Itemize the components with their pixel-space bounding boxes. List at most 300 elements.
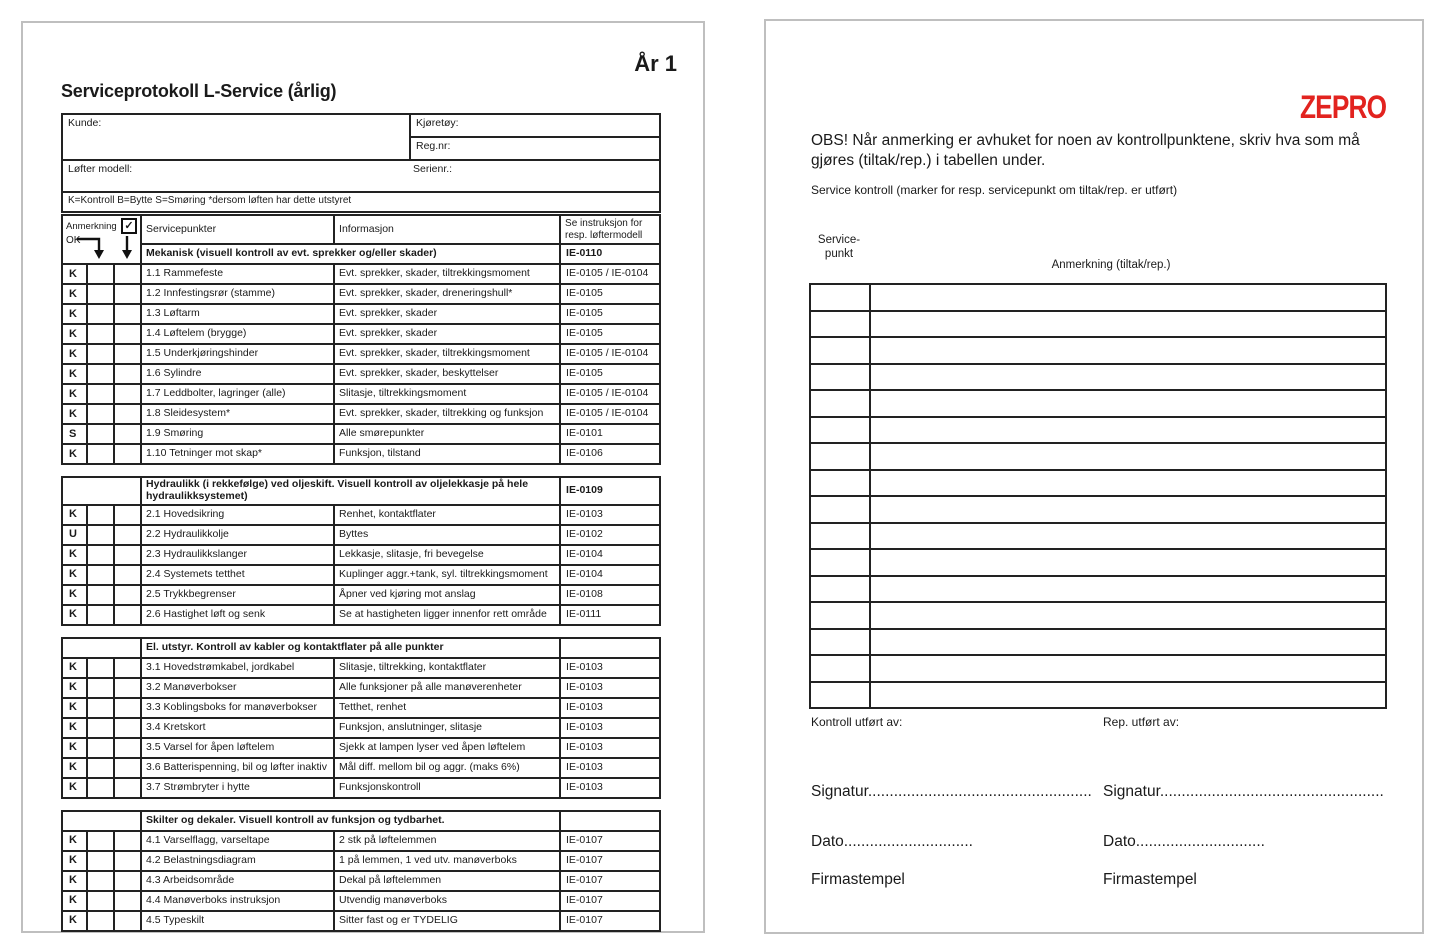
instruksjon-cell: IE-0103 <box>560 658 660 678</box>
informasjon-cell: Utvendig manøverboks <box>334 891 560 911</box>
checked-checkbox-icon: ✓ <box>121 218 137 234</box>
serienr-label: Serienr.: <box>413 163 453 175</box>
servicepunkt-cell: 3.2 Manøverbokser <box>141 678 334 698</box>
servicepunkt-entry-cell <box>810 549 870 576</box>
service-row <box>62 384 660 404</box>
service-row <box>62 264 660 284</box>
firmastempel-left: Firmastempel <box>811 871 905 888</box>
anmerkning-check-cell <box>114 565 141 585</box>
section-empty-cell <box>62 477 141 505</box>
anmerkning-row <box>810 629 1386 656</box>
section-title-row <box>62 477 660 505</box>
servicepunkt-cell: 3.4 Kretskort <box>141 718 334 738</box>
section-title-row <box>62 244 660 264</box>
servicepunkt-cell: 1.5 Underkjøringshinder <box>141 344 334 364</box>
informasjon-cell: Åpner ved kjøring mot anslag <box>334 585 560 605</box>
informasjon-cell: Mål diff. mellom bil og aggr. (maks 6%) <box>334 758 560 778</box>
informasjon-cell: Evt. sprekker, skader <box>334 324 560 344</box>
anmerkning-row <box>810 470 1386 497</box>
servicepunkt-cell: 3.3 Koblingsboks for manøverbokser <box>141 698 334 718</box>
service-row <box>62 605 660 625</box>
ok-check-cell <box>87 424 114 444</box>
ok-check-cell <box>87 851 114 871</box>
anmerkning-entry-cell <box>870 364 1386 391</box>
anmerkning-check-cell <box>114 404 141 424</box>
section-title-row <box>62 811 660 831</box>
section-code: IE-0109 <box>560 477 660 505</box>
servicepunkt-cell: 1.7 Leddbolter, lagringer (alle) <box>141 384 334 404</box>
section-title: El. utstyr. Kontroll av kabler og kontaktflater på alle punkter <box>141 638 560 658</box>
informasjon-cell: Tetthet, renhet <box>334 698 560 718</box>
year-label: År 1 <box>634 51 677 76</box>
section-empty-cell <box>62 811 141 831</box>
servicepunkt-entry-cell <box>810 576 870 603</box>
anmerkning-row <box>810 549 1386 576</box>
ok-check-cell <box>87 384 114 404</box>
ok-check-cell <box>87 545 114 565</box>
mark-cell: K <box>62 738 87 758</box>
anmerkning-check-cell <box>114 364 141 384</box>
servicepunkt-entry-cell <box>810 629 870 656</box>
instruksjon-cell: IE-0108 <box>560 585 660 605</box>
anmerkning-check-cell <box>114 831 141 851</box>
ok-check-cell <box>87 284 114 304</box>
servicepunkt-entry-cell <box>810 602 870 629</box>
instruksjon-cell: IE-0103 <box>560 678 660 698</box>
servicepunkt-cell: 1.2 Innfestingsrør (stamme) <box>141 284 334 304</box>
anmerkning-entry-cell <box>870 496 1386 523</box>
anmerkning-row <box>810 390 1386 417</box>
instruksjon-cell: IE-0105 <box>560 284 660 304</box>
anmerkning-entry-cell <box>870 443 1386 470</box>
anmerkning-check-cell <box>114 585 141 605</box>
mark-cell: K <box>62 384 87 404</box>
servicepunkt-cell: 4.5 Typeskilt <box>141 911 334 931</box>
anmerkning-row <box>810 682 1386 709</box>
anmerkning-row <box>810 602 1386 629</box>
anmerkning-check-cell <box>114 758 141 778</box>
anmerkning-entry-cell <box>870 629 1386 656</box>
service-row <box>62 871 660 891</box>
anmerkning-column-header: Anmerkning (tiltak/rep.) <box>1051 259 1171 271</box>
informasjon-cell: Dekal på løftelemmen <box>334 871 560 891</box>
anmerkning-check-cell <box>114 384 141 404</box>
service-section-table <box>61 214 661 465</box>
servicepunkt-cell: 1.10 Tetninger mot skap* <box>141 444 334 464</box>
ok-check-cell <box>87 658 114 678</box>
anmerkning-check-cell <box>114 284 141 304</box>
anmerkning-row <box>810 417 1386 444</box>
instruksjon-cell: IE-0103 <box>560 758 660 778</box>
servicepunkt-entry-cell <box>810 470 870 497</box>
ok-check-cell <box>87 304 114 324</box>
servicepunkt-cell: 2.1 Hovedsikring <box>141 505 334 525</box>
anmerkning-check-cell <box>114 678 141 698</box>
anmerkning-check-cell <box>114 658 141 678</box>
ok-check-cell <box>87 264 114 284</box>
anmerkning-ok-header-cell <box>62 215 141 264</box>
instruksjon-cell: IE-0111 <box>560 605 660 625</box>
anmerkning-row <box>810 576 1386 603</box>
ok-check-cell <box>87 718 114 738</box>
obs-instruction-text: OBS! Når anmerking er avhuket for noen av kontrollpunktene, skriv hva som må gjøres (tiltak/rep.) i tabellen under. <box>811 132 1360 169</box>
service-row <box>62 404 660 424</box>
kunde-field: Kunde: <box>62 114 410 160</box>
section-code: IE-0110 <box>560 244 660 264</box>
anmerkning-entry-cell <box>870 390 1386 417</box>
dato-line-left: Dato.............................. <box>811 833 973 850</box>
informasjon-cell: Funksjonskontroll <box>334 778 560 798</box>
anmerkning-check-cell <box>114 851 141 871</box>
ok-check-cell <box>87 525 114 545</box>
mark-cell: K <box>62 505 87 525</box>
servicepunkt-cell: 1.9 Smøring <box>141 424 334 444</box>
mark-cell: K <box>62 304 87 324</box>
service-row <box>62 698 660 718</box>
anmerkning-check-cell <box>114 525 141 545</box>
service-row <box>62 424 660 444</box>
informasjon-cell: Evt. sprekker, skader <box>334 304 560 324</box>
anmerkning-label: Anmerkning <box>66 221 117 232</box>
servicepunkt-cell: 3.1 Hovedstrømkabel, jordkabel <box>141 658 334 678</box>
ok-check-cell <box>87 364 114 384</box>
kjoretoy-field: Kjøretøy: <box>410 114 660 137</box>
anmerkning-row <box>810 523 1386 550</box>
instruksjon-cell: IE-0104 <box>560 545 660 565</box>
informasjon-cell: 1 på lemmen, 1 ved utv. manøverboks <box>334 851 560 871</box>
ok-check-cell <box>87 778 114 798</box>
anmerkning-check-cell <box>114 891 141 911</box>
servicepunkt-cell: 1.4 Løftelem (brygge) <box>141 324 334 344</box>
instruksjon-cell: IE-0105 / IE-0104 <box>560 384 660 404</box>
anmerkning-entry-cell <box>870 311 1386 338</box>
anmerkning-entry-cell <box>870 523 1386 550</box>
section-title-row <box>62 638 660 658</box>
regnr-field: Reg.nr: <box>410 137 660 160</box>
legend-row: K=Kontroll B=Bytte S=Smøring *dersom løften har dette utstyret <box>62 192 660 212</box>
anmerkning-row <box>810 655 1386 682</box>
ok-check-cell <box>87 678 114 698</box>
service-row <box>62 738 660 758</box>
mark-cell: K <box>62 891 87 911</box>
service-kontroll-note: Service kontroll (marker for resp. servicepunkt om tiltak/rep. er utført) <box>811 183 1178 197</box>
service-row <box>62 911 660 931</box>
ok-check-cell <box>87 911 114 931</box>
servicepunkt-cell: 2.4 Systemets tetthet <box>141 565 334 585</box>
page-remarks <box>764 19 1424 934</box>
ok-check-cell <box>87 831 114 851</box>
service-section-table <box>61 476 661 626</box>
servicepunkt-cell: 4.4 Manøverboks instruksjon <box>141 891 334 911</box>
informasjon-cell: Funksjon, tilstand <box>334 444 560 464</box>
anmerkning-check-cell <box>114 424 141 444</box>
table-header-row <box>62 215 660 244</box>
mark-cell: K <box>62 758 87 778</box>
servicepunkt-entry-cell <box>810 523 870 550</box>
instruksjon-cell: IE-0103 <box>560 718 660 738</box>
mark-cell: K <box>62 324 87 344</box>
servicepunkt-entry-cell <box>810 311 870 338</box>
instruksjon-cell: IE-0103 <box>560 698 660 718</box>
instruksjon-cell: IE-0106 <box>560 444 660 464</box>
anmerkning-check-cell <box>114 778 141 798</box>
servicepunkt-entry-cell <box>810 682 870 709</box>
servicepunkt-cell: 4.2 Belastningsdiagram <box>141 851 334 871</box>
informasjon-cell: Evt. sprekker, skader, tiltrekkingsmoment <box>334 344 560 364</box>
anmerkning-entry-cell <box>870 682 1386 709</box>
anmerkning-entry-cell <box>870 576 1386 603</box>
instruksjon-cell: IE-0103 <box>560 505 660 525</box>
informasjon-cell: Sjekk at lampen lyser ved åpen løftelem <box>334 738 560 758</box>
servicepunkt-entry-cell <box>810 390 870 417</box>
dato-line-right: Dato.............................. <box>1103 833 1265 850</box>
service-row <box>62 444 660 464</box>
service-row <box>62 891 660 911</box>
instruksjon-cell: IE-0103 <box>560 778 660 798</box>
servicepunkt-entry-cell <box>810 443 870 470</box>
servicepunkt-entry-cell <box>810 655 870 682</box>
anmerkning-entry-cell <box>870 549 1386 576</box>
instruksjon-cell: IE-0104 <box>560 565 660 585</box>
mark-cell: K <box>62 698 87 718</box>
anmerkning-table-body <box>810 284 1386 708</box>
servicepunkt-cell: 1.3 Løftarm <box>141 304 334 324</box>
service-row <box>62 831 660 851</box>
ok-check-cell <box>87 605 114 625</box>
lofter-modell-field <box>62 160 660 192</box>
section-code <box>560 638 660 658</box>
instruksjon-cell: IE-0105 <box>560 324 660 344</box>
informasjon-cell: Kuplinger aggr.+tank, syl. tiltrekkingsmoment <box>334 565 560 585</box>
servicepunkt-entry-cell <box>810 337 870 364</box>
ok-check-cell <box>87 505 114 525</box>
instruksjon-cell: IE-0101 <box>560 424 660 444</box>
mark-cell: K <box>62 404 87 424</box>
ok-check-cell <box>87 565 114 585</box>
servicepunkt-cell: 4.1 Varselflagg, varseltape <box>141 831 334 851</box>
servicepunkt-entry-cell <box>810 417 870 444</box>
anmerkning-row <box>810 364 1386 391</box>
anmerkning-entry-cell <box>870 655 1386 682</box>
instruksjon-cell: IE-0102 <box>560 525 660 545</box>
informasjon-header: Informasjon <box>334 215 560 244</box>
service-row <box>62 505 660 525</box>
anmerkning-entry-cell <box>870 470 1386 497</box>
mark-cell: S <box>62 424 87 444</box>
mark-cell: K <box>62 364 87 384</box>
service-row <box>62 344 660 364</box>
informasjon-cell: Byttes <box>334 525 560 545</box>
service-row <box>62 851 660 871</box>
instruksjon-cell: IE-0105 / IE-0104 <box>560 404 660 424</box>
instruksjon-cell: IE-0107 <box>560 891 660 911</box>
servicepunkt-cell: 4.3 Arbeidsområde <box>141 871 334 891</box>
service-row <box>62 565 660 585</box>
informasjon-cell: Slitasje, tiltrekkingsmoment <box>334 384 560 404</box>
anmerkning-check-cell <box>114 264 141 284</box>
servicepunkter-header: Servicepunkter <box>141 215 334 244</box>
service-row <box>62 758 660 778</box>
servicepunkt-cell: 1.8 Sleidesystem* <box>141 404 334 424</box>
mark-cell: K <box>62 284 87 304</box>
anmerkning-check-cell <box>114 718 141 738</box>
mark-cell: K <box>62 658 87 678</box>
anmerkning-check-cell <box>114 545 141 565</box>
ok-check-cell <box>87 444 114 464</box>
servicepunkt-entry-cell <box>810 496 870 523</box>
servicepunkt-column-header: Service- punkt <box>817 234 861 261</box>
service-row <box>62 324 660 344</box>
section-code <box>560 811 660 831</box>
servicepunkt-cell: 3.6 Batterispenning, bil og løfter inaktiv <box>141 758 334 778</box>
service-table-sections <box>61 214 659 943</box>
servicepunkt-cell: 3.5 Varsel for åpen løftelem <box>141 738 334 758</box>
instruksjon-cell: IE-0103 <box>560 738 660 758</box>
mark-cell: K <box>62 911 87 931</box>
instruksjon-cell: IE-0107 <box>560 831 660 851</box>
ok-check-cell <box>87 404 114 424</box>
anmerkning-check-cell <box>114 324 141 344</box>
instruksjon-cell: IE-0105 <box>560 364 660 384</box>
service-row <box>62 545 660 565</box>
servicepunkt-cell: 1.1 Rammefeste <box>141 264 334 284</box>
mark-cell: K <box>62 264 87 284</box>
section-title: Hydraulikk (i rekkefølge) ved oljeskift. Visuell kontroll av oljelekkasje på hele hydraulikksystemet) <box>141 477 560 505</box>
signatur-line-left: Signatur.................................................... <box>811 783 1092 800</box>
mark-cell: K <box>62 545 87 565</box>
service-row <box>62 778 660 798</box>
instruksjon-cell: IE-0105 / IE-0104 <box>560 344 660 364</box>
anmerkning-entry-cell <box>870 284 1386 311</box>
service-section-table <box>61 810 661 932</box>
kontroll-utfort-label: Kontroll utført av: <box>811 715 903 729</box>
mark-cell: K <box>62 565 87 585</box>
ok-check-cell <box>87 891 114 911</box>
mark-cell: K <box>62 605 87 625</box>
section-title: Skilter og dekaler. Visuell kontroll av funksjon og tydbarhet. <box>141 811 560 831</box>
servicepunkt-cell: 1.6 Sylindre <box>141 364 334 384</box>
servicepunkt-cell: 2.6 Hastighet løft og senk <box>141 605 334 625</box>
section-empty-cell <box>62 638 141 658</box>
anmerkning-row <box>810 284 1386 311</box>
ok-label: OK <box>66 235 81 246</box>
ok-check-cell <box>87 871 114 891</box>
zepro-logo: ZEPRO <box>1299 89 1386 125</box>
anmerkning-row <box>810 496 1386 523</box>
instruksjon-cell: IE-0107 <box>560 851 660 871</box>
service-row <box>62 284 660 304</box>
mark-cell: K <box>62 444 87 464</box>
service-row <box>62 585 660 605</box>
anmerkning-check-cell <box>114 304 141 324</box>
anmerkning-check-cell <box>114 871 141 891</box>
lofter-modell-label: Løfter modell: <box>68 163 133 175</box>
anmerkning-check-cell <box>114 738 141 758</box>
informasjon-cell: Alle smørepunkter <box>334 424 560 444</box>
anmerkning-check-cell <box>114 605 141 625</box>
anmerkning-entry-cell <box>870 602 1386 629</box>
down-arrows-icon <box>63 235 142 262</box>
service-row <box>62 364 660 384</box>
informasjon-cell: Evt. sprekker, skader, tiltrekkingsmoment <box>334 264 560 284</box>
anmerkning-entry-cell <box>870 417 1386 444</box>
mark-cell: K <box>62 344 87 364</box>
signatur-line-right: Signatur.................................................... <box>1103 783 1384 800</box>
service-row <box>62 525 660 545</box>
anmerkning-row <box>810 337 1386 364</box>
servicepunkt-cell: 2.5 Trykkbegrenser <box>141 585 334 605</box>
ok-check-cell <box>87 758 114 778</box>
ok-check-cell <box>87 324 114 344</box>
ok-check-cell <box>87 585 114 605</box>
mark-cell: K <box>62 678 87 698</box>
section-title: Mekanisk (visuell kontroll av evt. sprekker og/eller skader) <box>141 244 560 264</box>
mark-cell: K <box>62 851 87 871</box>
customer-info-box <box>61 113 661 213</box>
informasjon-cell: Se at hastigheten ligger innenfor rett område <box>334 605 560 625</box>
informasjon-cell: Funksjon, anslutninger, slitasje <box>334 718 560 738</box>
mark-cell: K <box>62 778 87 798</box>
informasjon-cell: Evt. sprekker, skader, beskyttelser <box>334 364 560 384</box>
anmerkning-check-cell <box>114 444 141 464</box>
anmerkning-table <box>809 283 1387 709</box>
service-row <box>62 658 660 678</box>
informasjon-cell: 2 stk på løftelemmen <box>334 831 560 851</box>
informasjon-cell: Slitasje, tiltrekking, kontaktflater <box>334 658 560 678</box>
service-row <box>62 678 660 698</box>
service-row <box>62 718 660 738</box>
servicepunkt-cell: 3.7 Strømbryter i hytte <box>141 778 334 798</box>
rep-utfort-label: Rep. utført av: <box>1103 715 1180 729</box>
anmerkning-entry-cell <box>870 337 1386 364</box>
informasjon-cell: Renhet, kontaktflater <box>334 505 560 525</box>
service-row <box>62 304 660 324</box>
informasjon-cell: Evt. sprekker, skader, dreneringshull* <box>334 284 560 304</box>
informasjon-cell: Alle funksjoner på alle manøverenheter <box>334 678 560 698</box>
instruksjon-cell: IE-0107 <box>560 911 660 931</box>
firmastempel-right: Firmastempel <box>1103 871 1197 888</box>
servicepunkt-cell: 2.2 Hydraulikkolje <box>141 525 334 545</box>
informasjon-cell: Sitter fast og er TYDELIG <box>334 911 560 931</box>
mark-cell: K <box>62 718 87 738</box>
informasjon-cell: Lekkasje, slitasje, fri bevegelse <box>334 545 560 565</box>
mark-cell: K <box>62 831 87 851</box>
page-service-protocol <box>21 21 705 933</box>
anmerkning-row <box>810 443 1386 470</box>
instruksjon-cell: IE-0105 <box>560 304 660 324</box>
ok-check-cell <box>87 698 114 718</box>
ok-check-cell <box>87 344 114 364</box>
ok-check-cell <box>87 738 114 758</box>
servicepunkt-cell: 2.3 Hydraulikkslanger <box>141 545 334 565</box>
service-section-table <box>61 637 661 799</box>
anmerkning-check-cell <box>114 698 141 718</box>
instruksjon-cell: IE-0107 <box>560 871 660 891</box>
servicepunkt-entry-cell <box>810 364 870 391</box>
informasjon-cell: Evt. sprekker, skader, tiltrekking og funksjon <box>334 404 560 424</box>
page-title: Serviceprotokoll L-Service (årlig) <box>61 81 337 101</box>
mark-cell: U <box>62 525 87 545</box>
anmerkning-check-cell <box>114 344 141 364</box>
instruksjon-header: Se instruksjon for resp. løftermodell <box>560 215 660 244</box>
servicepunkt-entry-cell <box>810 284 870 311</box>
mark-cell: K <box>62 585 87 605</box>
anmerkning-check-cell <box>114 505 141 525</box>
anmerkning-check-cell <box>114 911 141 931</box>
instruksjon-cell: IE-0105 / IE-0104 <box>560 264 660 284</box>
mark-cell: K <box>62 871 87 891</box>
anmerkning-row <box>810 311 1386 338</box>
